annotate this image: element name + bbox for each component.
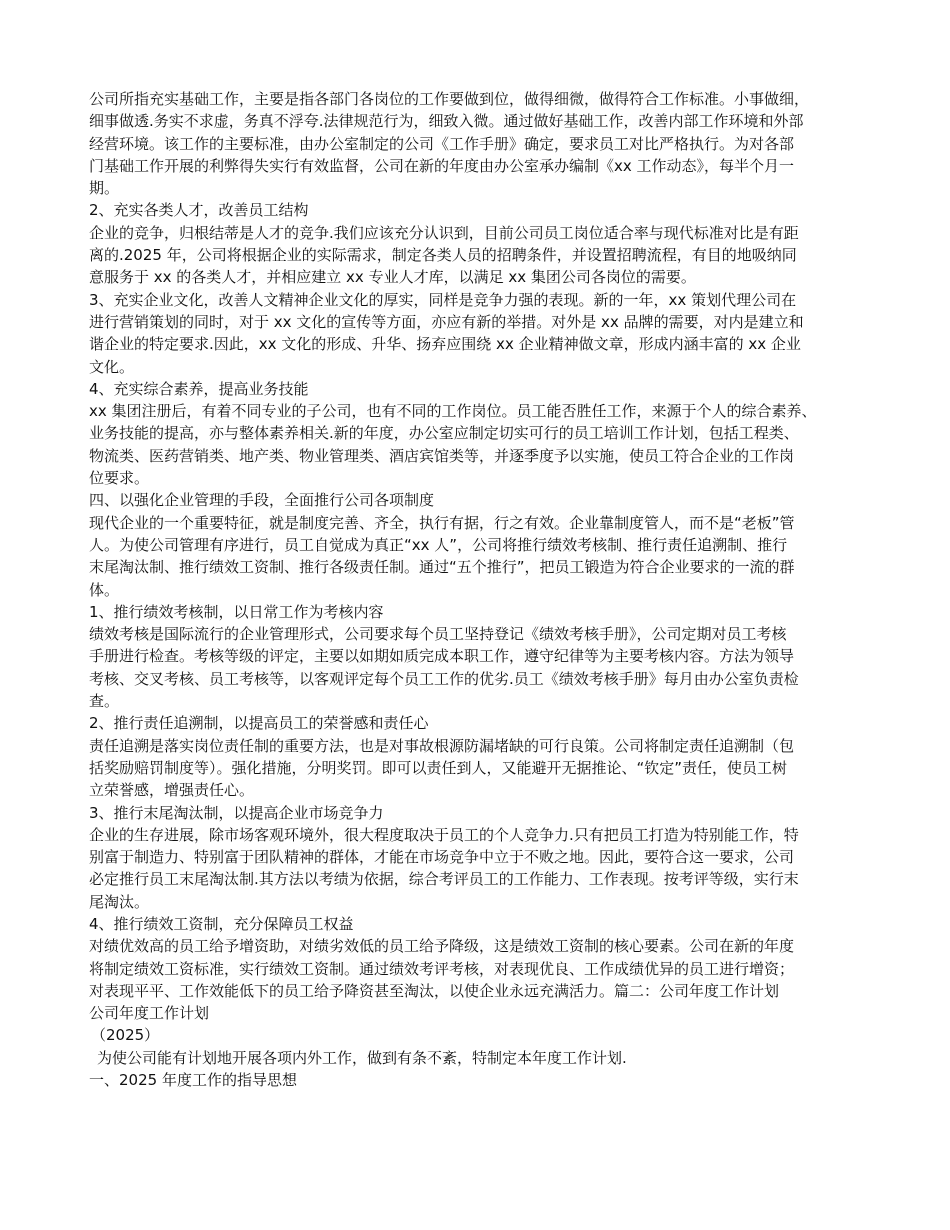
paragraph-line: 手册进行检查。考核等级的评定，主要以如期如质完成本职工作，遵守纪律等为主要考核内容。方法为领导 — [89, 647, 795, 666]
document-title: 公司年度工作计划 — [89, 1004, 210, 1023]
section-heading: 2、推行责任追溯制，以提高员工的荣誉感和责任心 — [89, 714, 429, 733]
paragraph-line: 公司所指充实基础工作，主要是指各部门各岗位的工作要做到位，做得细微，做得符合工作标准。小事做细， — [89, 90, 810, 108]
paragraph-line: 位要求。 — [89, 469, 150, 488]
paragraph-line: 业务技能的提高，亦与整体素养相关.新的年度，办公室应制定切实可行的员工培训工作计划，包括工程类、 — [89, 424, 799, 443]
paragraph-line: 进行营销策划的同时，对于 xx 文化的宣传等方面，亦应有新的举措。对外是 xx 品牌的需要，对内是建立和 — [89, 312, 804, 331]
paragraph-line: 谐企业的特定要求.因此，xx 文化的形成、升华、扬弃应围绕 xx 企业精神做文章，形成内涵丰富的 xx 企业 — [89, 335, 801, 354]
paragraph-line: 离的.2025 年，公司将根据企业的实际需求，制定各类人员的招聘条件，并设置招聘流程，有目的地吸纳同 — [89, 246, 797, 265]
paragraph-line: 必定推行员工末尾淘汰制.其方法以考绩为依据，综合考评员工的工作能力、工作表现。按考评等级，实行末 — [89, 870, 799, 889]
paragraph-line: 为使公司能有计划地开展各项内外工作，做到有条不紊，特制定本年度工作计划. — [97, 1048, 627, 1067]
paragraph-line: 尾淘汰。 — [89, 892, 150, 911]
paragraph-line: 将制定绩效工资标准，实行绩效工资制。通过绩效考评考核，对表现优良、工作成绩优异的员工进行增资； — [89, 959, 795, 978]
paragraph-line: 门基础工作开展的利弊得失实行有效监督，公司在新的年度由办公室承办编制《xx 工作动态》，每半个月一 — [89, 156, 795, 175]
paragraph-line: 体。 — [89, 580, 120, 599]
paragraph-line: 人。为使公司管理有序进行，员工自觉成为真正“xx 人”，公司将推行绩效考核制、推行责任追溯制、推行 — [89, 535, 788, 554]
paragraph-line: 考核、交叉考核、员工考核等，以客观评定每个员工工作的优劣.员工《绩效考核手册》每月由办公室负责检 — [89, 669, 799, 688]
paragraph-line: xx 集团注册后，有着不同专业的子公司，也有不同的工作岗位。员工能否胜任工作，来源于个人的综合素养、 — [89, 402, 817, 421]
document-page — [89, 88, 871, 1091]
paragraph-line: 现代企业的一个重要特征，就是制度完善、齐全，执行有据，行之有效。企业靠制度管人，而不是“老板”管 — [89, 513, 795, 532]
paragraph-line: 末尾淘汰制、推行绩效工资制、推行各级责任制。通过“五个推行”，把员工锻造为符合企业要求的一流的群 — [89, 558, 795, 577]
paragraph-line: 企业的竞争，归根结蒂是人才的竞争.我们应该充分认识到，目前公司员工岗位适合率与现代标准对比是有距 — [89, 223, 799, 242]
paragraph-line: 文化。 — [89, 357, 135, 376]
section-heading: 1、推行绩效考核制，以日常工作为考核内容 — [89, 602, 384, 621]
paragraph-line: 细事做透.务实不求虚，务真不浮夸.法律规范行为，细致入微。通过做好基础工作，改善内部工作环境和外部 — [89, 112, 804, 131]
paragraph-line: 别富于制造力、特别富于团队精神的群体，才能在市场竞争中立于不败之地。因此，要符合这一要求，公司 — [89, 848, 795, 867]
paragraph-line: 期。 — [89, 179, 120, 198]
paragraph-line: 对绩优效高的员工给予增资助，对绩劣效低的员工给予降级，这是绩效工资制的核心要素。公司在新的年度 — [89, 937, 795, 956]
paragraph-line: 立荣誉感，增强责任心。 — [89, 781, 255, 800]
section-heading: 四、以强化企业管理的手段，全面推行公司各项制度 — [89, 491, 435, 510]
paragraph-line: 绩效考核是国际流行的企业管理形式，公司要求每个员工坚持登记《绩效考核手册》，公司定期对员工考核 — [89, 625, 787, 644]
paragraph-line: 括奖励赔罚制度等）。强化措施，分明奖罚。即可以责任到人，又能避开无据推论、“钦定”责任，使员工树 — [89, 758, 788, 777]
paragraph-line: 经营环境。该工作的主要标准，由办公室制定的公司《工作手册》确定，要求员工对比严格执行。为对各部 — [89, 134, 795, 153]
paragraph-line: 查。 — [89, 692, 120, 711]
document-year: （2025） — [91, 1026, 160, 1045]
section-heading: 3、推行末尾淘汰制，以提高企业市场竞争力 — [89, 803, 384, 822]
section-heading: 4、推行绩效工资制，充分保障员工权益 — [89, 914, 354, 933]
section-heading: 一、2025 年度工作的指导思想 — [89, 1071, 297, 1090]
paragraph-line: 物流类、医药营销类、地产类、物业管理类、酒店宾馆类等，并逐季度予以实施，使员工符合企业的工作岗 — [89, 446, 795, 465]
section-heading: 3、充实企业文化，改善人文精神企业文化的厚实，同样是竞争力强的表现。新的一年，xx 策划代理公司在 — [89, 290, 797, 309]
section-heading: 4、充实综合素养，提高业务技能 — [89, 379, 309, 398]
paragraph-line: 意服务于 xx 的各类人才，并相应建立 xx 专业人才库，以满足 xx 集团公司各岗位的需要。 — [89, 268, 696, 287]
paragraph-line: 企业的生存进展，除市场客观环境外，很大程度取决于员工的个人竞争力.只有把员工打造为特别能工作，特 — [89, 825, 799, 844]
paragraph-line: 对表现平平、工作效能低下的员工给予降资甚至淘汰，以使企业永远充满活力。篇二：公司年度工作计划 — [89, 981, 780, 1000]
section-heading: 2、充实各类人才，改善员工结构 — [89, 201, 309, 220]
paragraph-line: 责任追溯是落实岗位责任制的重要方法，也是对事故根源防漏堵缺的可行良策。公司将制定责任追溯制（包 — [89, 736, 795, 755]
